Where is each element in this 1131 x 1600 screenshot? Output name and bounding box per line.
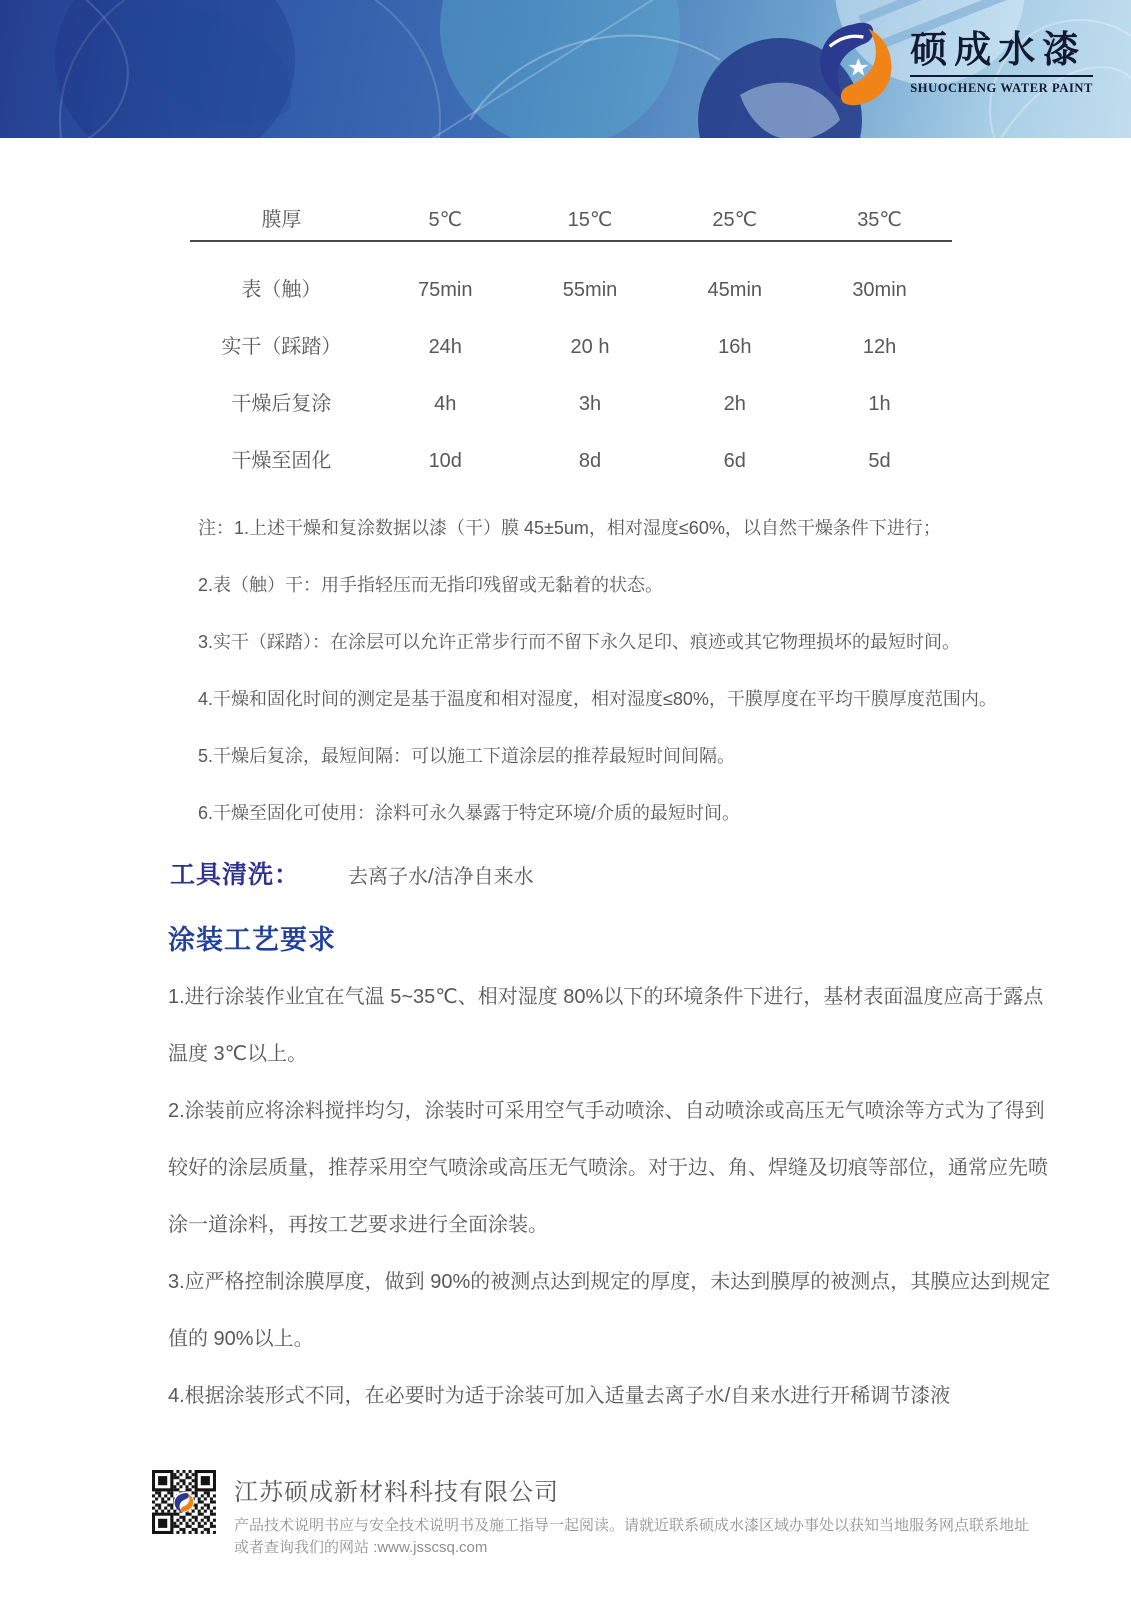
table-row-label: 干燥至固化 <box>231 450 332 472</box>
table-col-header: 25℃ <box>712 209 758 231</box>
drying-time-table <box>190 208 952 473</box>
table-cell: 20 h <box>570 336 610 358</box>
table-col-header: 膜厚 <box>261 209 302 231</box>
table-cell: 16h <box>718 336 752 358</box>
table-cell: 2h <box>723 393 746 415</box>
table-cell: 45min <box>707 279 763 301</box>
table-col-header: 15℃ <box>567 209 613 231</box>
company-name-en: SHUOCHENG WATER PAINT <box>910 81 1093 96</box>
table-cell: 12h <box>862 336 897 358</box>
logo-divider <box>910 75 1093 77</box>
table-cell: 24h <box>428 336 462 358</box>
coating-process-paragraphs <box>168 969 1056 1425</box>
table-row <box>190 392 952 416</box>
process-paragraph: 2.涂装前应将涂料搅拌均匀，涂装时可采用空气手动喷涂、自动喷涂或高压无气喷涂等方式为了得到较好的涂层质量，推荐采用空气喷涂或高压无气喷涂。对于边、角、焊缝及切痕等部位，通常应先喷涂一道涂料，再按工艺要求进行全面涂装。 <box>168 1100 1048 1236</box>
table-cell: 4h <box>434 393 457 415</box>
tool-cleaning-row <box>170 855 1131 891</box>
table-col-header: 35℃ <box>857 209 902 231</box>
table-row <box>190 449 952 473</box>
process-paragraph: 4.根据涂装形式不同，在必要时为适于涂装可加入适量去离子水/自来水进行开稀调节漆液 <box>168 1385 951 1407</box>
qr-center-logo <box>174 1492 194 1512</box>
process-paragraph: 1.进行涂装作业宜在气温 5~35℃、相对湿度 80%以下的环境条件下进行，基材表面温度应高于露点温度 3℃以上。 <box>168 986 1044 1065</box>
table-row-label: 干燥后复涂 <box>231 393 332 415</box>
table-cell: 1h <box>868 393 891 415</box>
table-row <box>190 278 952 302</box>
note-item: 6.干燥至固化可使用：涂料可永久暴露于特定环境/介质的最短时间。 <box>198 803 741 823</box>
note-item: 5.干燥后复涂，最短间隔：可以施工下道涂层的推荐最短时间间隔。 <box>198 746 736 766</box>
table-row-label: 表（触） <box>241 279 322 301</box>
table-cell: 3h <box>578 393 602 415</box>
footer-disclaimer-line2: 或者查询我们的网站 :www.jsscsq.com <box>234 1539 488 1556</box>
table-row <box>190 335 952 359</box>
process-paragraph: 3.应严格控制涂膜厚度，做到 90%的被测点达到规定的厚度，未达到膜厚的被测点，其膜应达到规定值的 90%以上。 <box>168 1271 1051 1350</box>
table-notes <box>198 513 1091 828</box>
note-item: 4.干燥和固化时间的测定是基于温度和相对湿度，相对湿度≤80%，干膜厚度在平均干膜厚度范围内。 <box>198 689 997 709</box>
footer-text <box>234 1470 1029 1559</box>
tool-cleaning-label: 工具清洗： <box>170 861 301 889</box>
table-cell: 30min <box>852 279 907 301</box>
header-banner <box>0 0 1131 138</box>
company-logo-emblem-icon <box>813 16 897 112</box>
company-logo <box>813 16 1093 112</box>
section-title-coating-process: 涂装工艺要求 <box>168 925 336 955</box>
table-cell: 55min <box>562 279 618 301</box>
table-body <box>190 278 952 473</box>
table-cell: 8d <box>578 450 602 472</box>
tool-cleaning-value: 去离子水/洁净自来水 <box>348 866 534 888</box>
note-item: 2.表（触）干：用手指轻压而无指印残留或无黏着的状态。 <box>198 575 664 595</box>
table-header-rule <box>190 240 952 242</box>
company-name-cn: 硕成水漆 <box>910 29 1087 71</box>
note-item: 3.实干（踩踏）：在涂层可以允许正常步行而不留下永久足印、痕迹或其它物理损坏的最短时间。 <box>198 632 961 652</box>
footer-disclaimer-line1: 产品技术说明书应与安全技术说明书及施工指导一起阅读。请就近联系硕成水漆区域办事处以获知当地服务网点联系地址 <box>234 1517 1030 1534</box>
company-logo-text <box>910 29 1093 97</box>
footer-company-name: 江苏硕成新材料科技有限公司 <box>234 1479 559 1506</box>
table-header-row <box>190 208 952 232</box>
note-item: 注：1.上述干燥和复涂数据以漆（干）膜 45±5um，相对湿度≤60%，以自然干燥条件下进行； <box>198 518 941 538</box>
table-col-header: 5℃ <box>428 209 463 231</box>
table-row-label: 实干（踩踏） <box>221 336 342 358</box>
page-footer <box>152 1470 1102 1559</box>
table-cell: 6d <box>723 450 746 472</box>
table-cell: 75min <box>418 279 473 301</box>
table-cell: 10d <box>428 450 462 472</box>
qr-code <box>152 1470 216 1534</box>
table-cell: 5d <box>868 450 891 472</box>
